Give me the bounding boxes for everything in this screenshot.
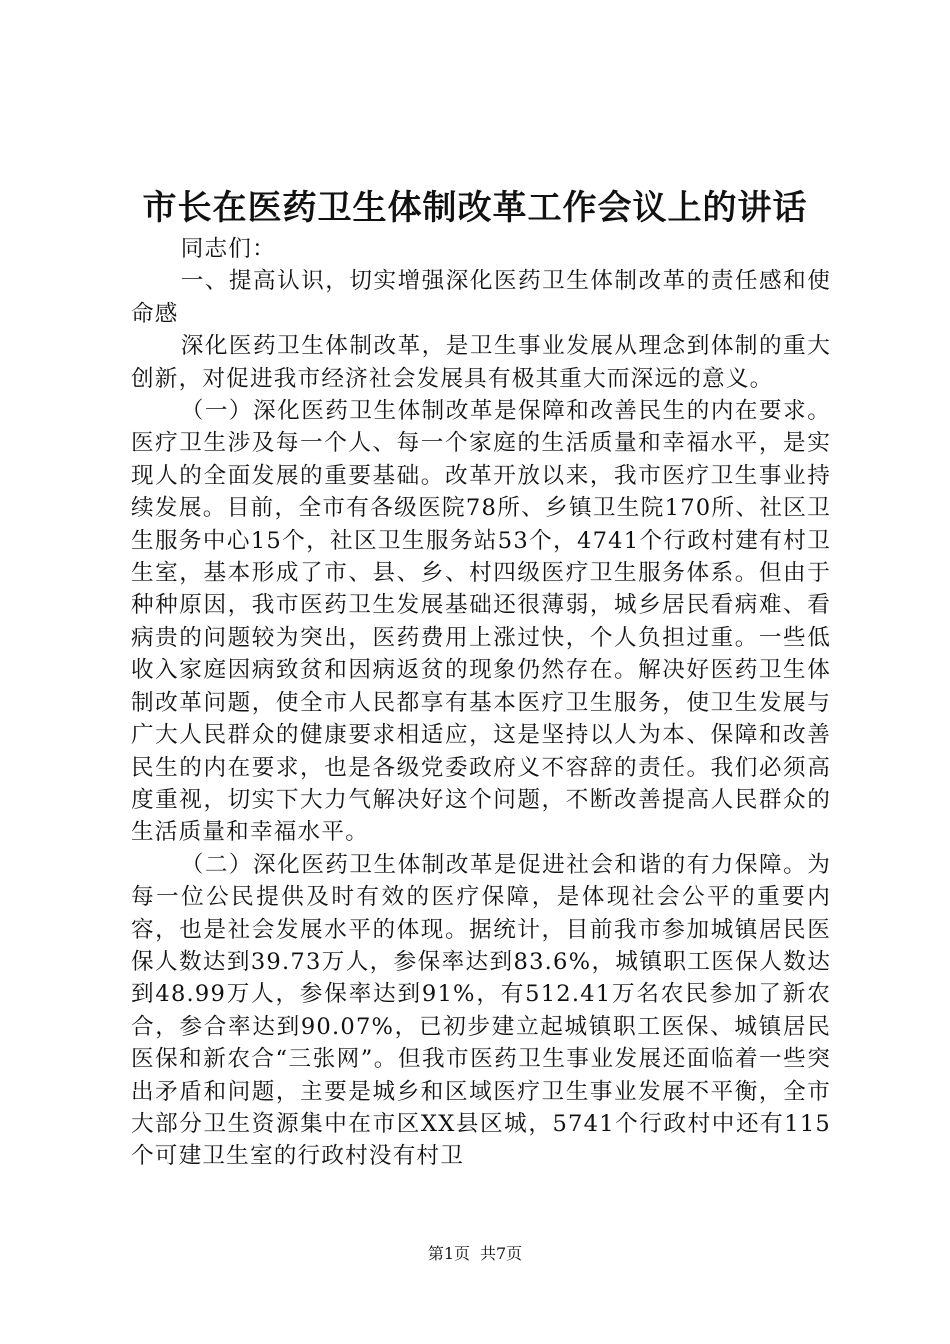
salutation: 同志们： [180, 236, 276, 262]
document-body [131, 233, 831, 1173]
page-number: 第1页 [427, 1244, 470, 1263]
page-footer [0, 1244, 950, 1264]
paragraph-point-2: （二）深化医药卫生体制改革是促进社会和谐的有力保障。为每一位公民提供及时有效的医疗保障，是体现社会公平的重要内容，也是社会发展水平的体现。据统计，目前我市参加城镇居民医保人数达到39.73万人，参保率达到83.6%，城镇职工医保人数达到48.99万人，参保率达到91%，有512.41万名农民参加了新农合，参合率达到90.07%，已初步建立起城镇职工医保、城镇居民医保和新农合“三张网”。但我市医药卫生事业发展还面临着一些突出矛盾和问题，主要是城乡和区域医疗卫生事业发展不平衡，全市大部分卫生资源集中在市区XX县区城，5741个行政村中还有115个可建卫生室的行政村没有村卫 [131, 851, 831, 1170]
paragraph-intro: 深化医药卫生体制改革，是卫生事业发展从理念到体制的重大创新，对促进我市经济社会发展具有极其重大而深远的意义。 [131, 333, 831, 392]
section-heading-1: 一、提高认识，切实增强深化医药卫生体制改革的责任感和使命感 [131, 268, 831, 327]
document-title: 市长在医药卫生体制改革工作会议上的讲话 [142, 188, 808, 228]
total-pages: 共7页 [480, 1244, 523, 1263]
paragraph-point-1: （一）深化医药卫生体制改革是保障和改善民生的内在要求。医疗卫生涉及每一个人、每一个家庭的生活质量和幸福水平，是实现人的全面发展的重要基础。改革开放以来，我市医疗卫生事业持续发展。目前，全市有各级医院78所、乡镇卫生院170所、社区卫生服务中心15个，社区卫生服务站53个，4741个行政村建有村卫生室，基本形成了市、县、乡、村四级医疗卫生服务体系。但由于种种原因，我市医药卫生发展基础还很薄弱，城乡居民看病难、看病贵的问题较为突出，医药费用上涨过快，个人负担过重。一些低收入家庭因病致贫和因病返贫的现象仍然存在。解决好医药卫生体制改革问题，使全市人民都享有基本医疗卫生服务，使卫生发展与广大人民群众的健康要求相适应，这是坚持以人为本、保障和改善民生的内在要求，也是各级党委政府义不容辞的责任。我们必须高度重视，切实下大力气解决好这个问题，不断改善提高人民群众的生活质量和幸福水平。 [131, 398, 831, 846]
